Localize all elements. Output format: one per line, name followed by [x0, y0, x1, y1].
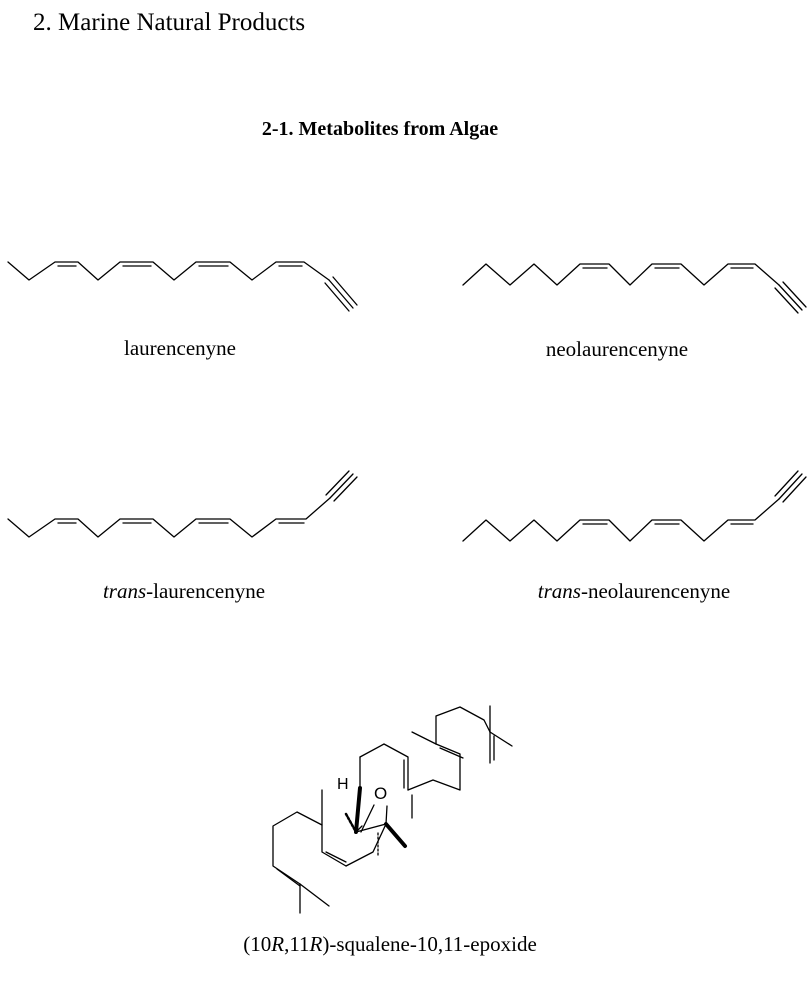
structure-laurencenyne: [8, 262, 357, 311]
compound-label-trans-laurencenyne: [24, 579, 344, 604]
compound-label-trans-neolaurencenyne: [474, 579, 794, 604]
compound-label-laurencenyne: [20, 336, 340, 361]
compound-label-squalene-epoxide: [190, 932, 590, 957]
structure-neolaurencenyne: [463, 264, 806, 313]
stereo-descriptor-1: R: [271, 932, 285, 956]
compound-name: -laurencenyne: [146, 579, 266, 603]
structure-trans-laurencenyne: [8, 471, 357, 537]
compound-name: laurencenyne: [124, 336, 236, 360]
compound-prefix: trans: [102, 579, 147, 603]
stereo-descriptor-2: R: [309, 932, 323, 956]
oxygen-atom-label: O: [374, 784, 388, 803]
compound-locant: ,11: [284, 932, 310, 956]
subsection-title: 2-1. Metabolites from Algae: [261, 118, 499, 140]
compound-label-neolaurencenyne: [457, 337, 777, 362]
compound-name: )-squalene-10,11-epoxide: [322, 932, 537, 956]
section-title: 2. Marine Natural Products: [33, 9, 306, 36]
structure-squalene-epoxide: [273, 706, 512, 913]
compound-prefix: trans: [537, 579, 581, 603]
hydrogen-atom-label: H: [337, 776, 349, 793]
compound-name: neolaurencenyne: [545, 337, 689, 361]
structure-trans-neolaurencenyne: [463, 471, 806, 541]
compound-name: -neolaurencenyne: [580, 579, 731, 603]
compound-prefix: (10: [243, 932, 272, 956]
